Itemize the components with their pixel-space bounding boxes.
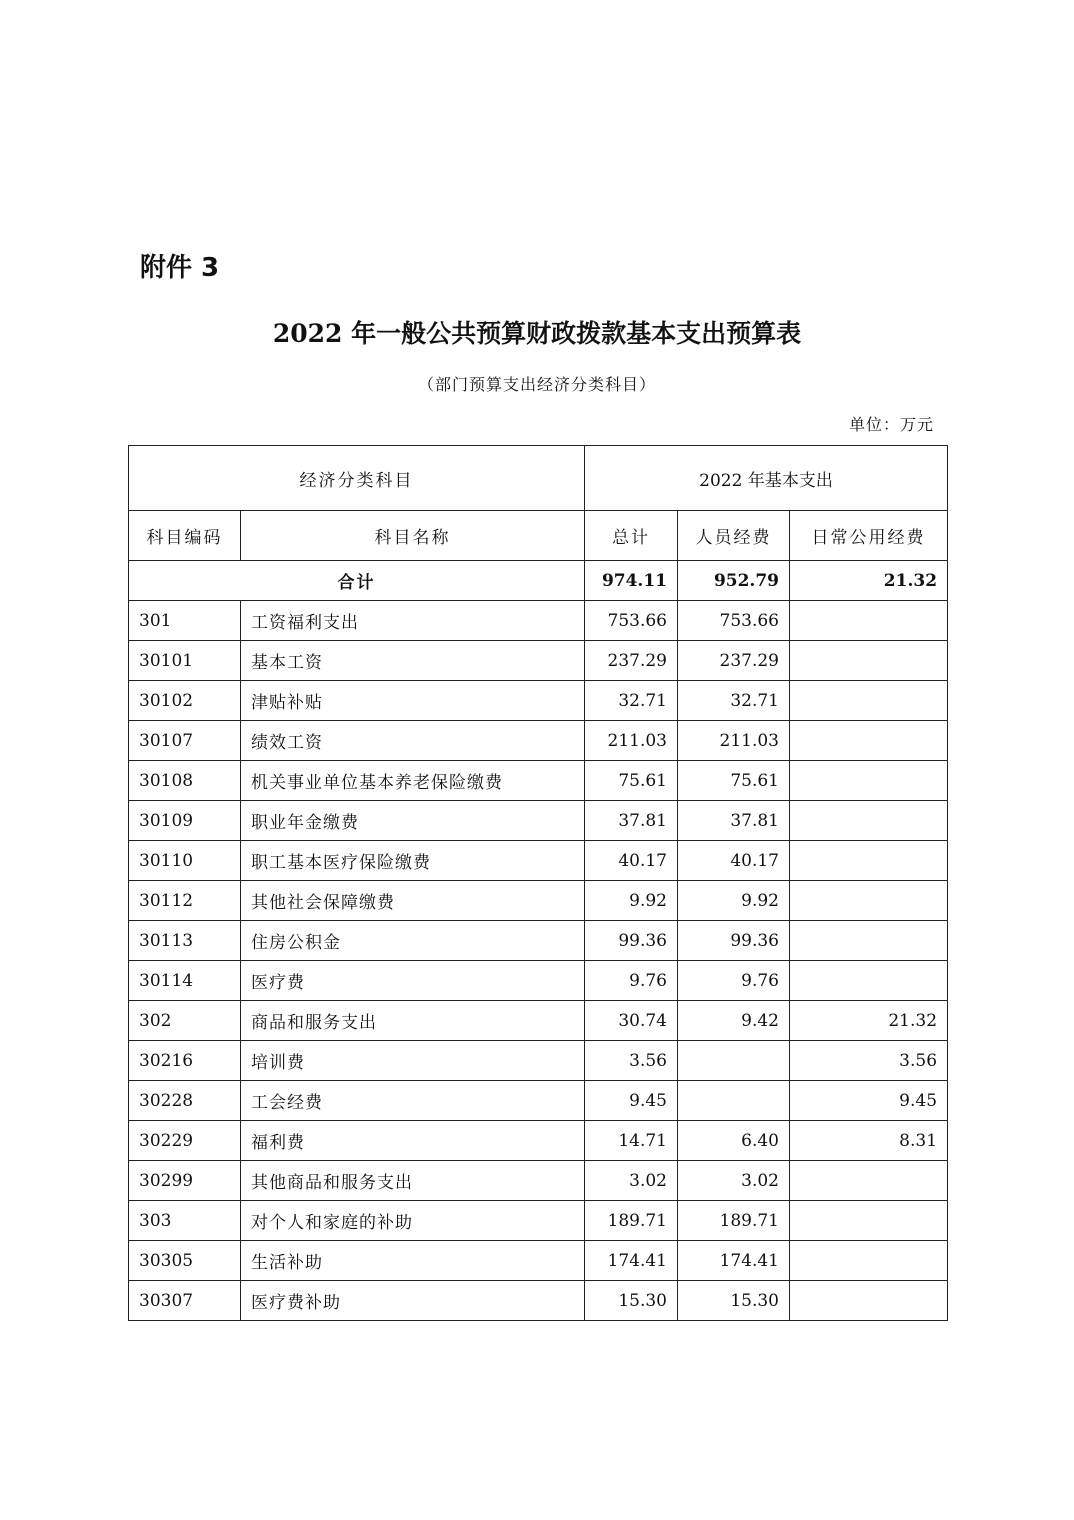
total-personnel: 952.79 [678, 561, 790, 601]
row-total: 37.81 [585, 801, 678, 841]
row-code: 30102 [129, 681, 241, 721]
row-name: 基本工资 [241, 641, 585, 681]
row-public [790, 1201, 948, 1241]
row-name: 商品和服务支出 [241, 1001, 585, 1041]
row-personnel: 237.29 [678, 641, 790, 681]
row-public [790, 1161, 948, 1201]
row-code: 30113 [129, 921, 241, 961]
row-total: 174.41 [585, 1241, 678, 1281]
row-code: 30110 [129, 841, 241, 881]
row-code: 30229 [129, 1121, 241, 1161]
row-code: 30112 [129, 881, 241, 921]
row-total: 237.29 [585, 641, 678, 681]
total-public: 21.32 [790, 561, 948, 601]
row-code: 301 [129, 601, 241, 641]
header-total: 总计 [585, 511, 678, 561]
row-name: 其他社会保障缴费 [241, 881, 585, 921]
budget-table [128, 445, 948, 1321]
row-total: 15.30 [585, 1281, 678, 1321]
row-personnel: 9.76 [678, 961, 790, 1001]
row-personnel: 753.66 [678, 601, 790, 641]
row-code: 302 [129, 1001, 241, 1041]
header-columns-row [129, 511, 948, 561]
row-total: 9.45 [585, 1081, 678, 1121]
row-public [790, 1281, 948, 1321]
row-public [790, 801, 948, 841]
row-total: 32.71 [585, 681, 678, 721]
row-name: 医疗费 [241, 961, 585, 1001]
row-personnel: 9.42 [678, 1001, 790, 1041]
row-name: 津贴补贴 [241, 681, 585, 721]
total-row [129, 561, 948, 601]
row-public [790, 921, 948, 961]
row-personnel: 32.71 [678, 681, 790, 721]
row-name: 福利费 [241, 1121, 585, 1161]
table-row [129, 761, 948, 801]
row-code: 30216 [129, 1041, 241, 1081]
row-name: 生活补助 [241, 1241, 585, 1281]
row-public [790, 681, 948, 721]
row-personnel: 189.71 [678, 1201, 790, 1241]
header-basic-expenditure: 2022 年基本支出 [585, 446, 948, 511]
row-name: 机关事业单位基本养老保险缴费 [241, 761, 585, 801]
row-name: 培训费 [241, 1041, 585, 1081]
row-total: 99.36 [585, 921, 678, 961]
row-code: 30307 [129, 1281, 241, 1321]
budget-table-body [129, 446, 948, 1321]
row-name: 职业年金缴费 [241, 801, 585, 841]
row-name: 工资福利支出 [241, 601, 585, 641]
row-total: 40.17 [585, 841, 678, 881]
row-code: 30299 [129, 1161, 241, 1201]
row-public [790, 841, 948, 881]
row-name: 住房公积金 [241, 921, 585, 961]
row-code: 30114 [129, 961, 241, 1001]
row-name: 对个人和家庭的补助 [241, 1201, 585, 1241]
row-personnel: 99.36 [678, 921, 790, 961]
row-personnel: 75.61 [678, 761, 790, 801]
row-code: 30305 [129, 1241, 241, 1281]
row-public: 8.31 [790, 1121, 948, 1161]
row-personnel: 3.02 [678, 1161, 790, 1201]
header-group-row [129, 446, 948, 511]
header-personnel: 人员经费 [678, 511, 790, 561]
table-row [129, 1161, 948, 1201]
table-row [129, 921, 948, 961]
row-total: 14.71 [585, 1121, 678, 1161]
row-total: 3.02 [585, 1161, 678, 1201]
row-personnel: 15.30 [678, 1281, 790, 1321]
total-total: 974.11 [585, 561, 678, 601]
unit-label: 单位：万元 [848, 415, 934, 434]
attachment-label: 附件 3 [140, 253, 220, 283]
row-total: 211.03 [585, 721, 678, 761]
table-row [129, 641, 948, 681]
row-code: 303 [129, 1201, 241, 1241]
header-code: 科目编码 [129, 511, 241, 561]
row-public [790, 961, 948, 1001]
row-personnel: 211.03 [678, 721, 790, 761]
row-name: 职工基本医疗保险缴费 [241, 841, 585, 881]
row-name: 医疗费补助 [241, 1281, 585, 1321]
row-personnel [678, 1081, 790, 1121]
table-row [129, 1001, 948, 1041]
table-row [129, 601, 948, 641]
row-personnel [678, 1041, 790, 1081]
row-public [790, 1241, 948, 1281]
row-personnel: 40.17 [678, 841, 790, 881]
row-total: 75.61 [585, 761, 678, 801]
row-code: 30228 [129, 1081, 241, 1121]
header-economic-category: 经济分类科目 [129, 446, 585, 511]
row-total: 30.74 [585, 1001, 678, 1041]
row-public: 3.56 [790, 1041, 948, 1081]
table-row [129, 881, 948, 921]
table-row [129, 961, 948, 1001]
row-code: 30107 [129, 721, 241, 761]
row-code: 30109 [129, 801, 241, 841]
row-public: 9.45 [790, 1081, 948, 1121]
row-public [790, 641, 948, 681]
table-row [129, 681, 948, 721]
document-title: 2022 年一般公共预算财政拨款基本支出预算表 [272, 319, 802, 348]
table-row [129, 1121, 948, 1161]
table-row [129, 801, 948, 841]
row-personnel: 174.41 [678, 1241, 790, 1281]
row-total: 189.71 [585, 1201, 678, 1241]
row-public [790, 601, 948, 641]
row-public: 21.32 [790, 1001, 948, 1041]
table-row [129, 841, 948, 881]
row-total: 3.56 [585, 1041, 678, 1081]
row-name: 绩效工资 [241, 721, 585, 761]
row-public [790, 721, 948, 761]
table-row [129, 1201, 948, 1241]
row-total: 9.76 [585, 961, 678, 1001]
row-public [790, 881, 948, 921]
row-total: 753.66 [585, 601, 678, 641]
row-name: 工会经费 [241, 1081, 585, 1121]
row-public [790, 761, 948, 801]
header-public: 日常公用经费 [790, 511, 948, 561]
total-label: 合计 [129, 561, 585, 601]
row-name: 其他商品和服务支出 [241, 1161, 585, 1201]
row-personnel: 37.81 [678, 801, 790, 841]
row-personnel: 9.92 [678, 881, 790, 921]
table-row [129, 1041, 948, 1081]
row-code: 30101 [129, 641, 241, 681]
table-row [129, 721, 948, 761]
row-code: 30108 [129, 761, 241, 801]
table-row [129, 1241, 948, 1281]
document-subtitle: （部门预算支出经济分类科目） [417, 375, 656, 394]
row-total: 9.92 [585, 881, 678, 921]
table-row [129, 1281, 948, 1321]
row-personnel: 6.40 [678, 1121, 790, 1161]
table-row [129, 1081, 948, 1121]
header-name: 科目名称 [241, 511, 585, 561]
